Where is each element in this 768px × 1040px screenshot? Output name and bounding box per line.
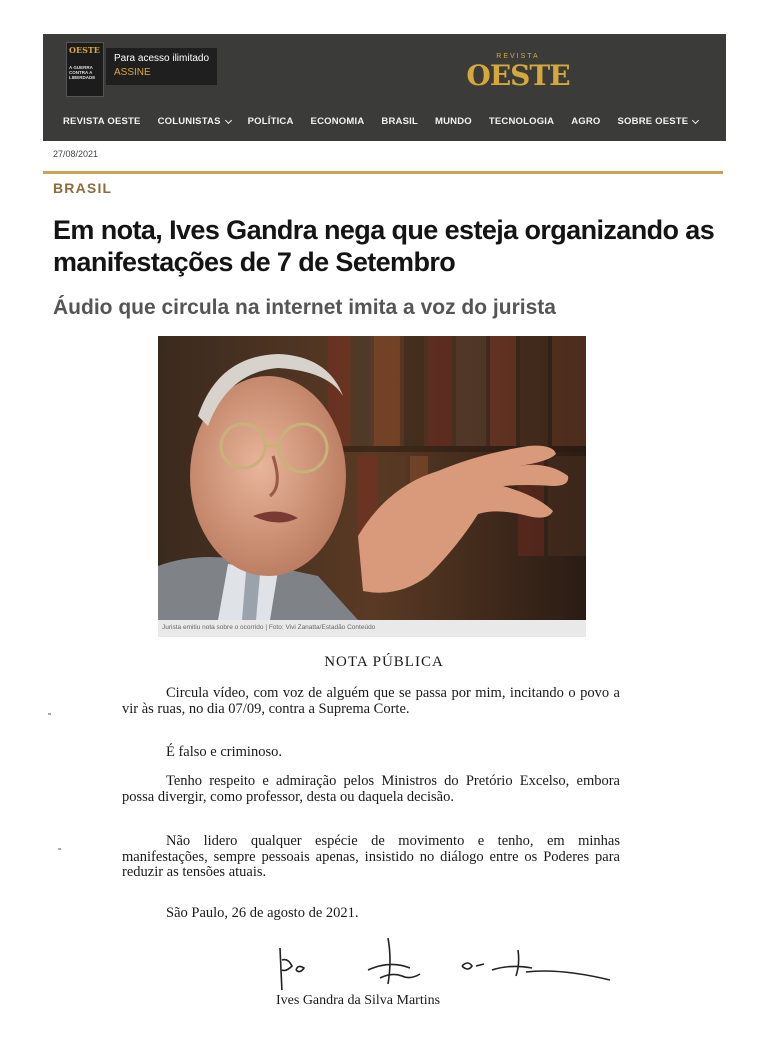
nav-item-label: POLÍTICA: [247, 116, 294, 127]
nav-item-sobre-oeste[interactable]: [618, 116, 699, 127]
article-photo: [158, 336, 586, 620]
nav-item-politica[interactable]: [248, 116, 294, 127]
chevron-down-icon: [692, 116, 699, 123]
promo-line: Para acesso ilimitado: [114, 53, 210, 64]
note-paragraph: Circula vídeo, com voz de alguém que se passa por mim, incitando o povo a vir às ruas, no dia 07/09, contra a Suprema Corte.: [122, 685, 620, 717]
article-subheadline: Áudio que circula na internet imita a voz do jurista: [53, 296, 556, 319]
note-title: NOTA PÚBLICA: [324, 654, 444, 670]
subscription-promo[interactable]: [66, 42, 217, 97]
site-logo[interactable]: [463, 52, 573, 91]
signer-name: Ives Gandra da Silva Martins: [276, 993, 441, 1008]
section-divider: [43, 171, 723, 174]
note-paragraph: Tenho respeito e admiração pelos Ministros do Pretório Excelso, embora possa divergir, como professor, desta ou daquela decisão.: [122, 773, 620, 805]
scan-speck: [58, 848, 61, 850]
article-headline: Em nota, Ives Gandra nega que esteja organizando as manifestações de 7 de Setembro: [53, 215, 715, 277]
note-paragraph: Não lidero qualquer espécie de movimento e tenho, em minhas manifestações, sempre pessoais apenas, insistido no diálogo entre os Poderes para reduzir as tensões atuais.: [122, 833, 620, 880]
nav-item-economia[interactable]: [311, 116, 365, 127]
handwritten-signature: [270, 930, 620, 990]
subscribe-link[interactable]: ASSINE: [114, 67, 151, 78]
nav-item-colunistas[interactable]: [158, 116, 231, 127]
cover-logo: OESTE: [69, 45, 100, 55]
nav-item-agro[interactable]: [571, 116, 600, 127]
scan-speck: [48, 713, 51, 715]
main-nav: [63, 116, 715, 127]
nav-item-label: TECNOLOGIA: [488, 116, 555, 127]
nav-item-label: SOBRE OESTE: [617, 116, 689, 127]
cover-headline: A GUERRA CONTRA A LIBERDADE: [69, 65, 96, 80]
magazine-cover-thumbnail[interactable]: [66, 42, 104, 97]
section-label[interactable]: BRASIL: [53, 180, 113, 196]
nav-item-label: REVISTA OESTE: [63, 116, 141, 127]
nav-item-tecnologia[interactable]: [489, 116, 554, 127]
nav-item-revista-oeste[interactable]: [63, 116, 141, 127]
nav-item-label: COLUNISTAS: [157, 116, 221, 127]
jurist-photo-illustration: [158, 336, 586, 620]
logo-small-text: REVISTA: [496, 53, 540, 60]
article-date: 27/08/2021: [53, 149, 99, 159]
nav-item-label: MUNDO: [434, 116, 472, 127]
nav-item-mundo[interactable]: [435, 116, 472, 127]
note-paragraph: É falso e criminoso.: [166, 744, 282, 760]
nav-item-label: AGRO: [571, 116, 601, 127]
nav-item-label: ECONOMIA: [310, 116, 365, 127]
photo-caption: Jurista emitiu nota sobre o ocorrido | Foto: Vivi Zanatta/Estadão Conteúdo: [158, 620, 586, 637]
chevron-down-icon: [225, 116, 232, 123]
promo-text-box[interactable]: [106, 48, 217, 85]
logo-wordmark: OESTE: [466, 59, 570, 92]
nav-item-brasil[interactable]: [381, 116, 418, 127]
site-header: [43, 34, 726, 141]
note-place-date: São Paulo, 26 de agosto de 2021.: [166, 905, 359, 921]
nav-item-label: BRASIL: [381, 116, 418, 127]
